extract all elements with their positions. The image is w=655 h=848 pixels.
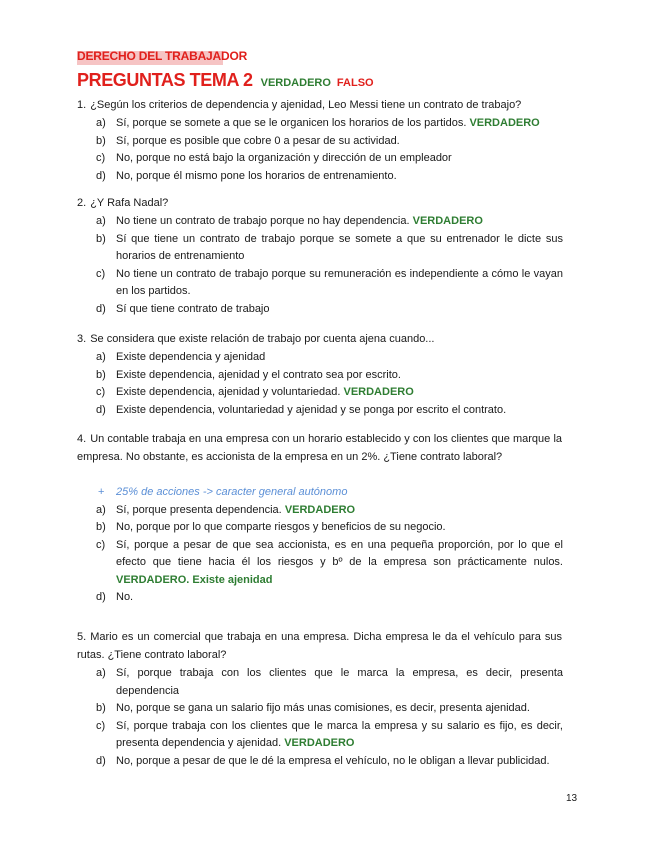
option-label: b) <box>96 702 106 714</box>
answer-marker: VERDADERO <box>412 215 483 227</box>
question-1 <box>77 97 562 115</box>
option-d <box>96 753 563 771</box>
question-2-options <box>96 213 563 318</box>
option-label: d) <box>96 403 106 416</box>
answer-marker: VERDADERO. Existe ajenidad <box>116 573 273 586</box>
answer-marker: VERDADERO <box>343 386 414 398</box>
option-label: d) <box>96 302 106 315</box>
legend-true: VERDADERO <box>260 77 331 89</box>
option-text: No, porque no está bajo la organización y dirección de un empleador <box>116 152 452 164</box>
option-text: Sí, porque trabaja con los clientes que le marca la empresa y su salario es fijo, es decir, presenta dependencia y ajenidad. <box>116 719 563 749</box>
option-b <box>96 231 563 266</box>
option-text: Existe dependencia, voluntariedad y ajenidad y se ponga por escrito el contrato. <box>116 403 507 416</box>
question-4-options <box>96 484 563 607</box>
option-label: c) <box>96 719 106 732</box>
option-label: a) <box>96 117 106 129</box>
option-text: No, porque por lo que comparte riesgos y beneficios de su negocio. <box>116 521 446 533</box>
question-text: Un contable trabaja en una empresa con un horario establecido y con los clientes que marque la empresa. No obstante, es accionista de la empresa en un 2%. ¿Tiene contrato laboral? <box>77 433 562 463</box>
question-5 <box>77 629 562 664</box>
option-label: a) <box>96 351 106 363</box>
page-title <box>77 70 374 91</box>
option-label: b) <box>96 368 106 381</box>
page-title-text: PREGUNTAS TEMA 2 <box>77 70 253 90</box>
question-text: ¿Y Rafa Nadal? <box>90 197 169 209</box>
option-c <box>96 537 563 590</box>
option-label: c) <box>96 386 106 398</box>
option-label: b) <box>96 232 106 245</box>
option-d <box>96 168 563 186</box>
option-d <box>96 301 563 319</box>
page-number: 13 <box>566 793 578 804</box>
option-a <box>96 665 563 700</box>
question-text: ¿Según los criterios de dependencia y ajenidad, Leo Messi tiene un contrato de trabajo? <box>90 99 522 111</box>
option-text: Sí que tiene contrato de trabajo <box>116 302 270 315</box>
option-label: c) <box>96 538 106 551</box>
question-number: 4. <box>77 433 87 445</box>
option-text: Existe dependencia y ajenidad <box>116 351 266 363</box>
option-text: No tiene un contrato de trabajo porque no hay dependencia. <box>116 215 410 227</box>
question-3-options <box>96 349 563 419</box>
option-text: Sí, porque presenta dependencia. <box>116 503 282 516</box>
option-text: Sí, porque es posible que cobre 0 a pesar de su actividad. <box>116 134 400 147</box>
option-text: No tiene un contrato de trabajo porque su remuneración es independiente a cómo le vayan en los partidos. <box>116 267 563 297</box>
option-text: Sí, porque se somete a que se le organicen los horarios de los partidos. <box>116 117 467 129</box>
question-text: Mario es un comercial que trabaja en una empresa. Dicha empresa le da el vehículo para sus rutas. ¿Tiene contrato laboral? <box>77 631 562 661</box>
option-d <box>96 589 563 607</box>
option-d <box>96 402 563 420</box>
question-number: 5. <box>77 631 87 643</box>
question-2 <box>77 195 562 213</box>
option-label: d) <box>96 169 106 182</box>
question-4-note <box>96 484 563 502</box>
option-label: c) <box>96 267 106 280</box>
answer-marker: VERDADERO <box>284 503 356 516</box>
option-label: a) <box>96 215 106 227</box>
option-text: Existe dependencia, ajenidad y voluntariedad. <box>116 386 341 398</box>
option-text: No, porque a pesar de que le dé la empresa el vehículo, no le obligan a llevar publicidad. <box>116 754 550 767</box>
option-c <box>96 384 563 402</box>
option-a <box>96 213 563 231</box>
option-a <box>96 502 563 520</box>
option-b <box>96 367 563 385</box>
question-5-options <box>96 665 563 770</box>
option-c <box>96 718 563 753</box>
note-bullet: + <box>98 486 105 498</box>
option-c <box>96 266 563 301</box>
option-label: a) <box>96 667 106 679</box>
subject-title: DERECHO DEL TRABAJADOR <box>77 49 248 63</box>
question-text: Se considera que existe relación de trabajo por cuenta ajena cuando... <box>90 333 435 345</box>
question-1-options <box>96 115 563 185</box>
option-label: a) <box>96 503 106 516</box>
option-label: d) <box>96 591 106 603</box>
answer-marker: VERDADERO <box>469 117 540 129</box>
option-c <box>96 150 563 168</box>
option-b <box>96 133 563 151</box>
option-label: b) <box>96 521 106 533</box>
question-number: 2. <box>77 197 87 209</box>
note-text: 25% de acciones -> caracter general autónomo <box>116 486 348 498</box>
question-number: 3. <box>77 333 87 345</box>
question-3 <box>77 331 562 349</box>
option-text: No, porque se gana un salario fijo más unas comisiones, es decir, presenta ajenidad. <box>116 702 530 714</box>
option-text: Existe dependencia, ajenidad y el contrato sea por escrito. <box>116 368 401 381</box>
option-b <box>96 519 563 537</box>
option-label: b) <box>96 134 106 147</box>
option-b <box>96 700 563 718</box>
question-4 <box>77 431 562 466</box>
option-a <box>96 115 563 133</box>
option-text: Sí que tiene un contrato de trabajo porque se somete a que su entrenador le dicte sus horarios de entrenamiento <box>116 232 563 262</box>
option-label: c) <box>96 152 106 164</box>
question-number: 1. <box>77 99 87 111</box>
option-text: No, porque él mismo pone los horarios de entrenamiento. <box>116 169 397 182</box>
option-label: d) <box>96 754 106 767</box>
option-text: No. <box>116 591 134 603</box>
option-text: Sí, porque trabaja con los clientes que le marca la empresa, es decir, presenta dependencia <box>116 667 563 697</box>
legend-false: FALSO <box>336 77 374 89</box>
option-a <box>96 349 563 367</box>
answer-marker: VERDADERO <box>284 737 355 749</box>
option-text: Sí, porque a pesar de que sea accionista, es en una pequeña proporción, por lo que el efecto que tiene hacia él los riesgos y bº de la empresa son prácticamente nulos. <box>116 538 563 568</box>
